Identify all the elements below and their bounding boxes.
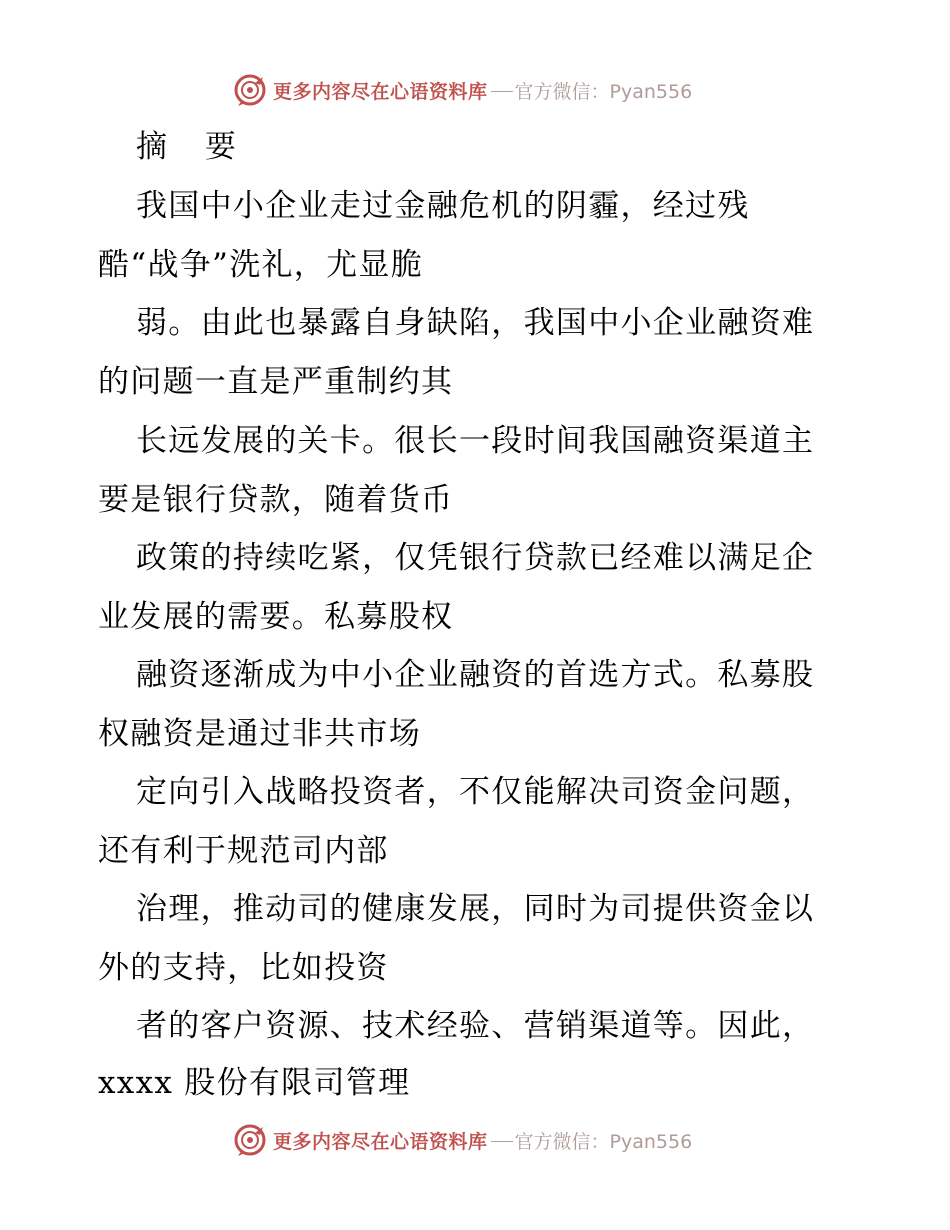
text-line: 长远发展的关卡。很长一段时间我国融资渠道主 [136,423,815,459]
banner-divider [491,91,513,92]
text-line: xxxx 股份有限司管理 [98,1065,411,1101]
text-line: 业发展的需要。私募股权 [98,599,454,635]
ribbon-seal-logo-icon [233,73,267,107]
banner-divider [491,1141,513,1142]
banner-contact-text: 官方微信：Pyan556 [514,1130,693,1153]
text-line: 定向引入战略投资者，不仅能解决司资金问题， [136,774,815,810]
text-line: 酷“战争”洗礼，尤显脆 [98,247,423,283]
banner-brand-text: 更多内容尽在心语资料库 [273,80,488,103]
text-line: 要是银行贷款，随着货币 [98,482,454,518]
header-banner [233,72,692,108]
ribbon-seal-logo-icon [233,1123,267,1157]
text-line: 融资逐渐成为中小企业融资的首选方式。私募股 [136,657,815,693]
banner-brand-text: 更多内容尽在心语资料库 [273,1130,488,1153]
text-line: 政策的持续吃紧，仅凭银行贷款已经难以满足企 [136,540,815,576]
text-line: 者的客户资源、技术经验、营销渠道等。因此， [136,1008,815,1044]
text-line: 还有利于规范司内部 [98,833,389,869]
text-line: 的问题一直是严重制约其 [98,364,454,400]
footer-banner [233,1122,692,1158]
text-line: 治理，推动司的健康发展，同时为司提供资金以 [136,891,815,927]
text-line: 外的支持，比如投资 [98,950,389,986]
text-line: 权融资是通过非共市场 [98,716,421,752]
text-line: 弱。由此也暴露自身缺陷，我国中小企业融资难 [136,305,815,341]
banner-contact-text: 官方微信：Pyan556 [514,80,693,103]
abstract-heading: 摘 要 [136,129,250,165]
text-line: 我国中小企业走过金融危机的阴霾，经过残 [136,188,750,224]
